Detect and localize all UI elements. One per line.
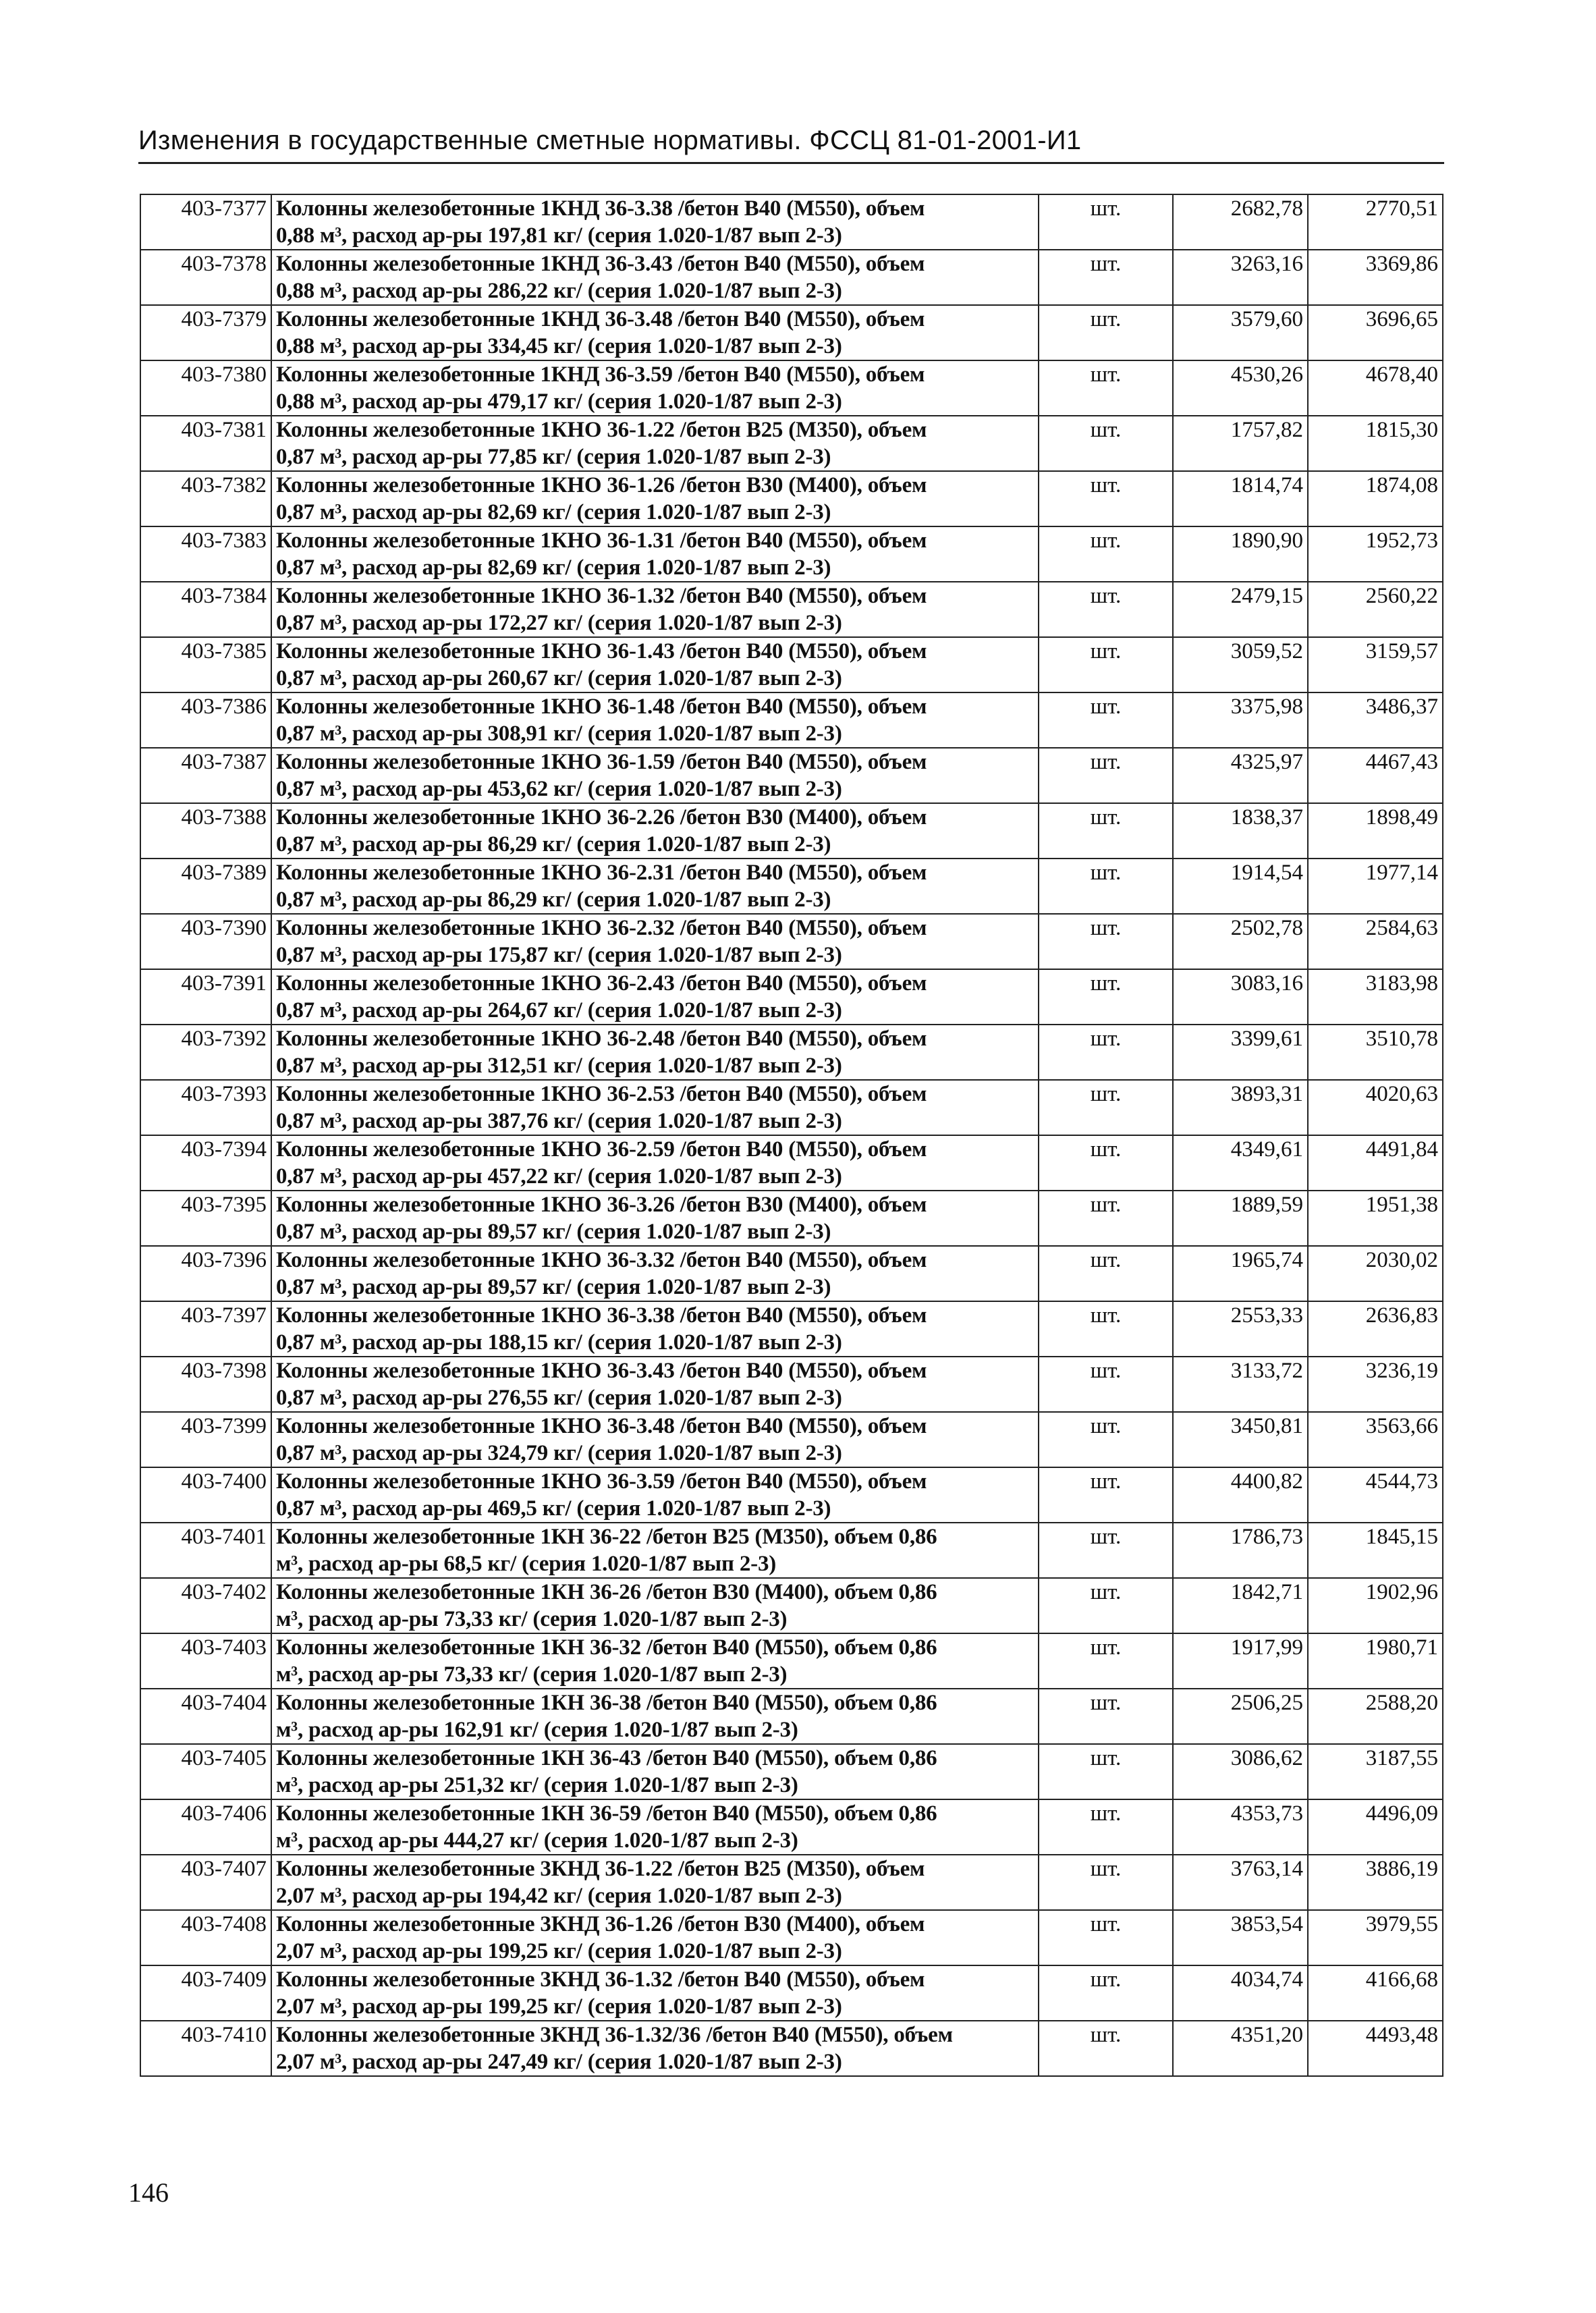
row-code: 403-7393 <box>140 1080 271 1135</box>
row-price-1: 1965,74 <box>1173 1246 1308 1301</box>
table-row <box>140 1025 1443 1080</box>
row-description: Колонны железобетонные 1КНО 36-2.31 /бетон В40 (М550), объем 0,87 м³, расход ар-ры 86,29 кг/ (серия 1.020-1/87 вып 2-3) <box>271 859 1039 914</box>
row-price-1: 3579,60 <box>1173 305 1308 360</box>
row-price-2: 2588,20 <box>1308 1689 1443 1744</box>
row-description: Колонны железобетонные 1КН 36-32 /бетон В40 (М550), объем 0,86 м³, расход ар-ры 73,33 кг/ (серия 1.020-1/87 вып 2-3) <box>271 1633 1039 1689</box>
row-code: 403-7390 <box>140 914 271 969</box>
table-row <box>140 1523 1443 1578</box>
row-unit: шт. <box>1039 1025 1173 1080</box>
row-description: Колонны железобетонные 1КНО 36-3.48 /бетон В40 (М550), объем 0,87 м³, расход ар-ры 324,79 кг/ (серия 1.020-1/87 вып 2-3) <box>271 1412 1039 1467</box>
row-unit: шт. <box>1039 1578 1173 1633</box>
row-code: 403-7395 <box>140 1191 271 1246</box>
row-price-2: 2584,63 <box>1308 914 1443 969</box>
row-price-1: 1890,90 <box>1173 526 1308 582</box>
row-code: 403-7408 <box>140 1910 271 1965</box>
row-code: 403-7403 <box>140 1633 271 1689</box>
row-code: 403-7391 <box>140 969 271 1025</box>
row-description: Колонны железобетонные 1КН 36-22 /бетон В25 (М350), объем 0,86 м³, расход ар-ры 68,5 кг/ (серия 1.020-1/87 вып 2-3) <box>271 1523 1039 1578</box>
row-price-1: 1917,99 <box>1173 1633 1308 1689</box>
row-code: 403-7406 <box>140 1799 271 1855</box>
row-price-1: 3399,61 <box>1173 1025 1308 1080</box>
row-description: Колонны железобетонные 1КН 36-38 /бетон В40 (М550), объем 0,86 м³, расход ар-ры 162,91 кг/ (серия 1.020-1/87 вып 2-3) <box>271 1689 1039 1744</box>
row-price-1: 1757,82 <box>1173 416 1308 471</box>
row-price-1: 4530,26 <box>1173 360 1308 416</box>
row-price-1: 2479,15 <box>1173 582 1308 637</box>
table-row <box>140 637 1443 692</box>
row-code: 403-7389 <box>140 859 271 914</box>
table-row <box>140 803 1443 859</box>
row-unit: шт. <box>1039 1965 1173 2021</box>
row-price-1: 3263,16 <box>1173 250 1308 305</box>
row-unit: шт. <box>1039 1301 1173 1357</box>
row-code: 403-7409 <box>140 1965 271 2021</box>
row-price-2: 4491,84 <box>1308 1135 1443 1191</box>
table-row <box>140 1080 1443 1135</box>
row-code: 403-7386 <box>140 692 271 748</box>
row-unit: шт. <box>1039 969 1173 1025</box>
table-row <box>140 692 1443 748</box>
row-unit: шт. <box>1039 1910 1173 1965</box>
row-price-1: 3853,54 <box>1173 1910 1308 1965</box>
row-price-1: 4400,82 <box>1173 1467 1308 1523</box>
row-price-1: 3059,52 <box>1173 637 1308 692</box>
row-price-2: 3510,78 <box>1308 1025 1443 1080</box>
row-description: Колонны железобетонные 3КНД 36-1.32/36 /бетон В40 (М550), объем 2,07 м³, расход ар-ры 247,49 кг/ (серия 1.020-1/87 вып 2-3) <box>271 2021 1039 2076</box>
row-unit: шт. <box>1039 194 1173 250</box>
row-description: Колонны железобетонные 1КНО 36-1.22 /бетон В25 (М350), объем 0,87 м³, расход ар-ры 77,85 кг/ (серия 1.020-1/87 вып 2-3) <box>271 416 1039 471</box>
row-price-1: 2553,33 <box>1173 1301 1308 1357</box>
row-unit: шт. <box>1039 1744 1173 1799</box>
page-number: 146 <box>128 2177 169 2208</box>
table-row <box>140 1467 1443 1523</box>
row-unit: шт. <box>1039 637 1173 692</box>
row-price-1: 2502,78 <box>1173 914 1308 969</box>
row-price-2: 3159,57 <box>1308 637 1443 692</box>
row-unit: шт. <box>1039 859 1173 914</box>
row-description: Колонны железобетонные 1КН 36-43 /бетон В40 (М550), объем 0,86 м³, расход ар-ры 251,32 кг/ (серия 1.020-1/87 вып 2-3) <box>271 1744 1039 1799</box>
row-price-1: 3375,98 <box>1173 692 1308 748</box>
row-code: 403-7401 <box>140 1523 271 1578</box>
row-unit: шт. <box>1039 250 1173 305</box>
table-row <box>140 1744 1443 1799</box>
row-price-2: 1874,08 <box>1308 471 1443 526</box>
row-code: 403-7379 <box>140 305 271 360</box>
row-price-1: 4353,73 <box>1173 1799 1308 1855</box>
table-row <box>140 1633 1443 1689</box>
row-code: 403-7400 <box>140 1467 271 1523</box>
row-price-2: 3187,55 <box>1308 1744 1443 1799</box>
row-price-1: 1838,37 <box>1173 803 1308 859</box>
row-description: Колонны железобетонные 1КН 36-26 /бетон В30 (М400), объем 0,86 м³, расход ар-ры 73,33 кг/ (серия 1.020-1/87 вып 2-3) <box>271 1578 1039 1633</box>
table-row <box>140 582 1443 637</box>
row-price-1: 2682,78 <box>1173 194 1308 250</box>
row-unit: шт. <box>1039 1080 1173 1135</box>
row-code: 403-7377 <box>140 194 271 250</box>
row-description: Колонны железобетонные 3КНД 36-1.26 /бетон В30 (М400), объем 2,07 м³, расход ар-ры 199,25 кг/ (серия 1.020-1/87 вып 2-3) <box>271 1910 1039 1965</box>
row-code: 403-7407 <box>140 1855 271 1910</box>
row-unit: шт. <box>1039 305 1173 360</box>
row-code: 403-7387 <box>140 748 271 803</box>
table-body <box>140 194 1443 2076</box>
table-row <box>140 305 1443 360</box>
row-price-2: 1951,38 <box>1308 1191 1443 1246</box>
row-code: 403-7410 <box>140 2021 271 2076</box>
row-unit: шт. <box>1039 748 1173 803</box>
header-rule <box>138 162 1444 164</box>
row-price-2: 3886,19 <box>1308 1855 1443 1910</box>
row-price-1: 3133,72 <box>1173 1357 1308 1412</box>
row-price-2: 4020,63 <box>1308 1080 1443 1135</box>
table-row <box>140 748 1443 803</box>
row-unit: шт. <box>1039 692 1173 748</box>
row-unit: шт. <box>1039 1689 1173 1744</box>
table-row <box>140 1689 1443 1744</box>
row-description: Колонны железобетонные 1КНД 36-3.43 /бетон В40 (М550), объем 0,88 м³, расход ар-ры 286,22 кг/ (серия 1.020-1/87 вып 2-3) <box>271 250 1039 305</box>
table-row <box>140 1301 1443 1357</box>
table-row <box>140 1135 1443 1191</box>
row-unit: шт. <box>1039 582 1173 637</box>
row-price-1: 3086,62 <box>1173 1744 1308 1799</box>
row-unit: шт. <box>1039 360 1173 416</box>
table-row <box>140 416 1443 471</box>
row-code: 403-7383 <box>140 526 271 582</box>
row-price-1: 4351,20 <box>1173 2021 1308 2076</box>
row-unit: шт. <box>1039 526 1173 582</box>
row-description: Колонны железобетонные 1КНО 36-3.26 /бетон В30 (М400), объем 0,87 м³, расход ар-ры 89,57 кг/ (серия 1.020-1/87 вып 2-3) <box>271 1191 1039 1246</box>
row-price-2: 3696,65 <box>1308 305 1443 360</box>
row-code: 403-7380 <box>140 360 271 416</box>
row-code: 403-7385 <box>140 637 271 692</box>
row-description: Колонны железобетонные 1КНО 36-2.26 /бетон В30 (М400), объем 0,87 м³, расход ар-ры 86,29 кг/ (серия 1.020-1/87 вып 2-3) <box>271 803 1039 859</box>
row-description: Колонны железобетонные 1КНО 36-2.43 /бетон В40 (М550), объем 0,87 м³, расход ар-ры 264,67 кг/ (серия 1.020-1/87 вып 2-3) <box>271 969 1039 1025</box>
row-description: Колонны железобетонные 1КНО 36-1.59 /бетон В40 (М550), объем 0,87 м³, расход ар-ры 453,62 кг/ (серия 1.020-1/87 вып 2-3) <box>271 748 1039 803</box>
row-description: Колонны железобетонные 1КНО 36-2.59 /бетон В40 (М550), объем 0,87 м³, расход ар-ры 457,22 кг/ (серия 1.020-1/87 вып 2-3) <box>271 1135 1039 1191</box>
row-code: 403-7382 <box>140 471 271 526</box>
row-price-1: 1914,54 <box>1173 859 1308 914</box>
table-row <box>140 1412 1443 1467</box>
row-unit: шт. <box>1039 416 1173 471</box>
row-code: 403-7378 <box>140 250 271 305</box>
row-description: Колонны железобетонные 3КНД 36-1.22 /бетон В25 (М350), объем 2,07 м³, расход ар-ры 194,42 кг/ (серия 1.020-1/87 вып 2-3) <box>271 1855 1039 1910</box>
row-unit: шт. <box>1039 1135 1173 1191</box>
table-row <box>140 360 1443 416</box>
row-code: 403-7399 <box>140 1412 271 1467</box>
row-description: Колонны железобетонные 1КНО 36-1.43 /бетон В40 (М550), объем 0,87 м³, расход ар-ры 260,67 кг/ (серия 1.020-1/87 вып 2-3) <box>271 637 1039 692</box>
row-price-1: 4325,97 <box>1173 748 1308 803</box>
row-unit: шт. <box>1039 1523 1173 1578</box>
row-code: 403-7397 <box>140 1301 271 1357</box>
table-row <box>140 969 1443 1025</box>
row-description: Колонны железобетонные 1КНО 36-3.43 /бетон В40 (М550), объем 0,87 м³, расход ар-ры 276,55 кг/ (серия 1.020-1/87 вып 2-3) <box>271 1357 1039 1412</box>
row-description: Колонны железобетонные 1КНО 36-1.32 /бетон В40 (М550), объем 0,87 м³, расход ар-ры 172,27 кг/ (серия 1.020-1/87 вып 2-3) <box>271 582 1039 637</box>
row-code: 403-7405 <box>140 1744 271 1799</box>
table-row <box>140 1578 1443 1633</box>
row-price-2: 1902,96 <box>1308 1578 1443 1633</box>
table-row <box>140 1965 1443 2021</box>
row-unit: шт. <box>1039 914 1173 969</box>
row-unit: шт. <box>1039 1855 1173 1910</box>
table-row <box>140 1799 1443 1855</box>
row-code: 403-7392 <box>140 1025 271 1080</box>
row-price-2: 2770,51 <box>1308 194 1443 250</box>
row-description: Колонны железобетонные 1КНО 36-2.32 /бетон В40 (М550), объем 0,87 м³, расход ар-ры 175,87 кг/ (серия 1.020-1/87 вып 2-3) <box>271 914 1039 969</box>
row-description: Колонны железобетонные 1КН 36-59 /бетон В40 (М550), объем 0,86 м³, расход ар-ры 444,27 кг/ (серия 1.020-1/87 вып 2-3) <box>271 1799 1039 1855</box>
row-unit: шт. <box>1039 1412 1173 1467</box>
row-description: Колонны железобетонные 1КНО 36-1.26 /бетон В30 (М400), объем 0,87 м³, расход ар-ры 82,69 кг/ (серия 1.020-1/87 вып 2-3) <box>271 471 1039 526</box>
row-price-2: 1952,73 <box>1308 526 1443 582</box>
row-unit: шт. <box>1039 1191 1173 1246</box>
row-description: Колонны железобетонные 1КНО 36-3.38 /бетон В40 (М550), объем 0,87 м³, расход ар-ры 188,15 кг/ (серия 1.020-1/87 вып 2-3) <box>271 1301 1039 1357</box>
row-price-1: 4034,74 <box>1173 1965 1308 2021</box>
table-row <box>140 471 1443 526</box>
row-price-1: 1889,59 <box>1173 1191 1308 1246</box>
price-table <box>140 194 1443 2077</box>
row-price-2: 4166,68 <box>1308 1965 1443 2021</box>
row-code: 403-7398 <box>140 1357 271 1412</box>
row-price-2: 4496,09 <box>1308 1799 1443 1855</box>
row-unit: шт. <box>1039 2021 1173 2076</box>
row-description: Колонны железобетонные 1КНД 36-3.59 /бетон В40 (М550), объем 0,88 м³, расход ар-ры 479,17 кг/ (серия 1.020-1/87 вып 2-3) <box>271 360 1039 416</box>
row-price-2: 3183,98 <box>1308 969 1443 1025</box>
row-price-1: 3450,81 <box>1173 1412 1308 1467</box>
row-unit: шт. <box>1039 1799 1173 1855</box>
table-row <box>140 1191 1443 1246</box>
row-price-2: 3369,86 <box>1308 250 1443 305</box>
row-price-1: 1786,73 <box>1173 1523 1308 1578</box>
row-unit: шт. <box>1039 1633 1173 1689</box>
row-price-1: 3763,14 <box>1173 1855 1308 1910</box>
table-row <box>140 1357 1443 1412</box>
row-description: Колонны железобетонные 1КНД 36-3.48 /бетон В40 (М550), объем 0,88 м³, расход ар-ры 334,45 кг/ (серия 1.020-1/87 вып 2-3) <box>271 305 1039 360</box>
row-price-2: 1980,71 <box>1308 1633 1443 1689</box>
row-price-2: 2636,83 <box>1308 1301 1443 1357</box>
table-row <box>140 2021 1443 2076</box>
row-price-1: 1842,71 <box>1173 1578 1308 1633</box>
row-description: Колонны железобетонные 1КНО 36-1.48 /бетон В40 (М550), объем 0,87 м³, расход ар-ры 308,91 кг/ (серия 1.020-1/87 вып 2-3) <box>271 692 1039 748</box>
row-price-1: 4349,61 <box>1173 1135 1308 1191</box>
row-price-1: 3893,31 <box>1173 1080 1308 1135</box>
row-price-2: 1977,14 <box>1308 859 1443 914</box>
table-row <box>140 1910 1443 1965</box>
table-row <box>140 859 1443 914</box>
row-unit: шт. <box>1039 803 1173 859</box>
row-unit: шт. <box>1039 471 1173 526</box>
row-price-2: 4678,40 <box>1308 360 1443 416</box>
row-unit: шт. <box>1039 1246 1173 1301</box>
row-price-2: 1845,15 <box>1308 1523 1443 1578</box>
row-unit: шт. <box>1039 1357 1173 1412</box>
page-header: Изменения в государственные сметные нормативы. ФССЦ 81-01-2001-И1 <box>138 126 1082 155</box>
row-description: Колонны железобетонные 1КНО 36-3.59 /бетон В40 (М550), объем 0,87 м³, расход ар-ры 469,5 кг/ (серия 1.020-1/87 вып 2-3) <box>271 1467 1039 1523</box>
row-price-2: 1815,30 <box>1308 416 1443 471</box>
row-description: Колонны железобетонные 1КНО 36-1.31 /бетон В40 (М550), объем 0,87 м³, расход ар-ры 82,69 кг/ (серия 1.020-1/87 вып 2-3) <box>271 526 1039 582</box>
row-price-2: 3236,19 <box>1308 1357 1443 1412</box>
row-price-2: 3486,37 <box>1308 692 1443 748</box>
row-code: 403-7404 <box>140 1689 271 1744</box>
row-code: 403-7384 <box>140 582 271 637</box>
row-price-1: 3083,16 <box>1173 969 1308 1025</box>
row-price-2: 4493,48 <box>1308 2021 1443 2076</box>
row-unit: шт. <box>1039 1467 1173 1523</box>
row-code: 403-7381 <box>140 416 271 471</box>
row-price-2: 2560,22 <box>1308 582 1443 637</box>
table-row <box>140 194 1443 250</box>
table-row <box>140 1855 1443 1910</box>
row-description: Колонны железобетонные 1КНО 36-2.53 /бетон В40 (М550), объем 0,87 м³, расход ар-ры 387,76 кг/ (серия 1.020-1/87 вып 2-3) <box>271 1080 1039 1135</box>
table-row <box>140 914 1443 969</box>
row-description: Колонны железобетонные 1КНО 36-3.32 /бетон В40 (М550), объем 0,87 м³, расход ар-ры 89,57 кг/ (серия 1.020-1/87 вып 2-3) <box>271 1246 1039 1301</box>
table-row <box>140 526 1443 582</box>
row-code: 403-7396 <box>140 1246 271 1301</box>
row-code: 403-7402 <box>140 1578 271 1633</box>
row-description: Колонны железобетонные 3КНД 36-1.32 /бетон В40 (М550), объем 2,07 м³, расход ар-ры 199,25 кг/ (серия 1.020-1/87 вып 2-3) <box>271 1965 1039 2021</box>
table-row <box>140 250 1443 305</box>
row-price-2: 2030,02 <box>1308 1246 1443 1301</box>
row-price-2: 3979,55 <box>1308 1910 1443 1965</box>
row-description: Колонны железобетонные 1КНД 36-3.38 /бетон В40 (М550), объем 0,88 м³, расход ар-ры 197,81 кг/ (серия 1.020-1/87 вып 2-3) <box>271 194 1039 250</box>
row-price-2: 3563,66 <box>1308 1412 1443 1467</box>
row-description: Колонны железобетонные 1КНО 36-2.48 /бетон В40 (М550), объем 0,87 м³, расход ар-ры 312,51 кг/ (серия 1.020-1/87 вып 2-3) <box>271 1025 1039 1080</box>
row-code: 403-7394 <box>140 1135 271 1191</box>
row-price-2: 4544,73 <box>1308 1467 1443 1523</box>
table-row <box>140 1246 1443 1301</box>
row-price-1: 1814,74 <box>1173 471 1308 526</box>
row-price-2: 4467,43 <box>1308 748 1443 803</box>
row-code: 403-7388 <box>140 803 271 859</box>
row-price-1: 2506,25 <box>1173 1689 1308 1744</box>
row-price-2: 1898,49 <box>1308 803 1443 859</box>
